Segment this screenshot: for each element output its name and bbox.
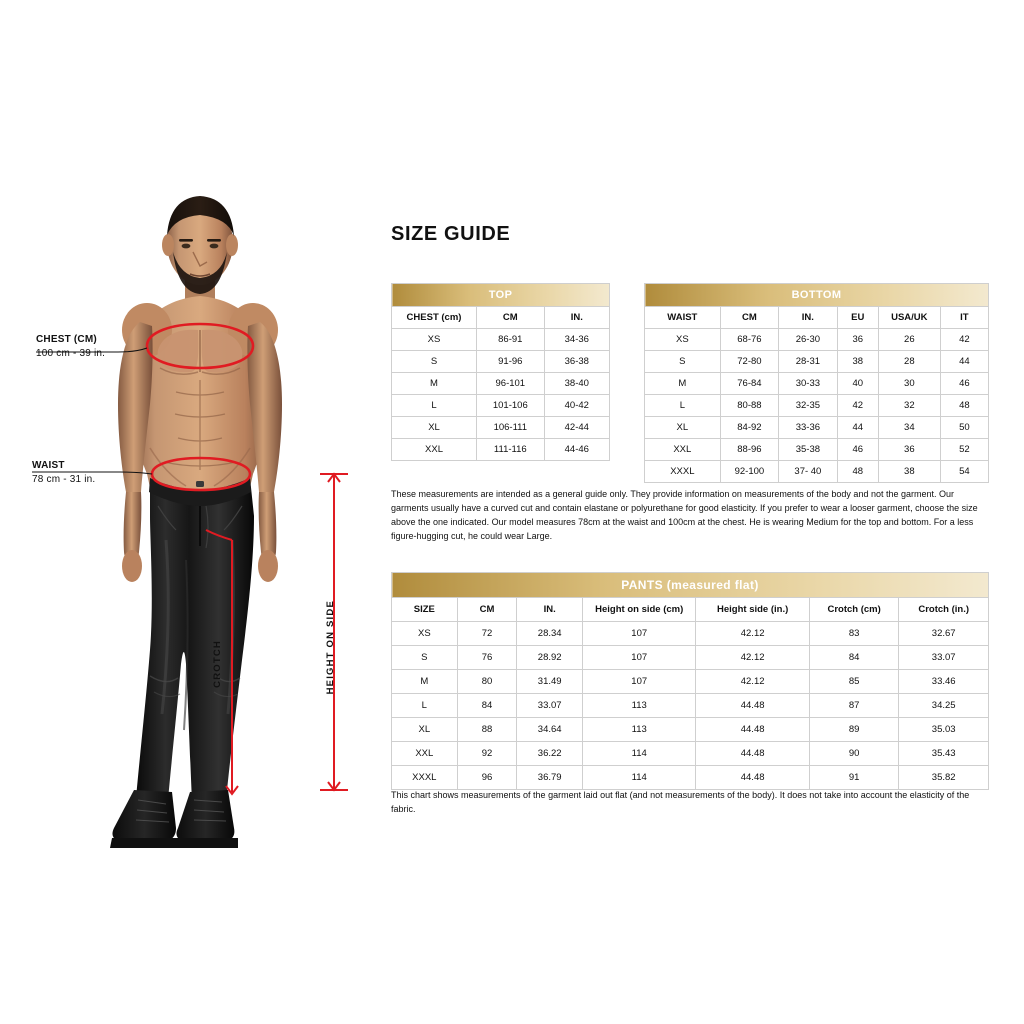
- table-row: [392, 742, 989, 766]
- crotch-measure-label: CROTCH: [212, 640, 223, 688]
- top-table-caption: TOP: [392, 284, 610, 307]
- table-row: [645, 395, 989, 417]
- cell: XXL: [645, 439, 721, 461]
- cell: XXL: [392, 439, 477, 461]
- model-illustration-panel: [0, 0, 380, 1024]
- cell: 35.03: [899, 718, 989, 742]
- bottom-table-caption: BOTTOM: [645, 284, 989, 307]
- cell: XXL: [392, 742, 458, 766]
- pants-flat-measurement-table: [391, 572, 989, 790]
- cell: 38-40: [544, 373, 609, 395]
- table-caption-row: [392, 573, 989, 598]
- cell: 84: [809, 646, 899, 670]
- cell: 80-88: [720, 395, 778, 417]
- table-row: [392, 718, 989, 742]
- cell: XL: [392, 718, 458, 742]
- cell: 32-35: [779, 395, 837, 417]
- cell: 40: [837, 373, 878, 395]
- table-row: [392, 417, 610, 439]
- cell: 107: [583, 670, 696, 694]
- cell: S: [645, 351, 721, 373]
- table-row: [392, 622, 989, 646]
- cell: 111-116: [477, 439, 545, 461]
- table-row: [392, 694, 989, 718]
- cell: 84-92: [720, 417, 778, 439]
- cell: XS: [392, 622, 458, 646]
- chest-annotation-value: 100 cm - 39 in.: [36, 347, 106, 359]
- cell: 33.07: [899, 646, 989, 670]
- cell: 106-111: [477, 417, 545, 439]
- cell: XXXL: [392, 766, 458, 790]
- cell: 35-38: [779, 439, 837, 461]
- cell: 36.79: [517, 766, 583, 790]
- column-header: SIZE: [392, 598, 458, 622]
- column-header: Crotch (cm): [809, 598, 899, 622]
- table-row: [392, 766, 989, 790]
- cell: 44.48: [696, 694, 809, 718]
- cell: 54: [940, 461, 988, 483]
- cell: 91: [809, 766, 899, 790]
- cell: L: [645, 395, 721, 417]
- male-model-figure: [0, 0, 380, 1024]
- waist-annotation-value: 78 cm - 31 in.: [32, 473, 96, 485]
- table-header-row: [392, 598, 989, 622]
- cell: 46: [837, 439, 878, 461]
- table-row: [392, 439, 610, 461]
- table-row: [645, 329, 989, 351]
- table-row: [645, 373, 989, 395]
- cell: 38: [837, 351, 878, 373]
- column-header: Crotch (in.): [899, 598, 989, 622]
- cell: 31.49: [517, 670, 583, 694]
- cell: 42.12: [696, 670, 809, 694]
- cell: M: [392, 373, 477, 395]
- pants-table-caption: PANTS (measured flat): [392, 573, 989, 598]
- cell: 40-42: [544, 395, 609, 417]
- cell: 42.12: [696, 646, 809, 670]
- cell: 48: [837, 461, 878, 483]
- cell: 34: [878, 417, 940, 439]
- cell: 44.48: [696, 742, 809, 766]
- cell: 76: [457, 646, 517, 670]
- cell: 36.22: [517, 742, 583, 766]
- cell: 83: [809, 622, 899, 646]
- cell: L: [392, 694, 458, 718]
- cell: 28.34: [517, 622, 583, 646]
- cell: 50: [940, 417, 988, 439]
- cell: 30: [878, 373, 940, 395]
- column-header: IT: [940, 307, 988, 329]
- cell: 48: [940, 395, 988, 417]
- cell: 30-33: [779, 373, 837, 395]
- cell: 38: [878, 461, 940, 483]
- table-header-row: [392, 307, 610, 329]
- column-header: Height side (in.): [696, 598, 809, 622]
- bottom-size-table: [644, 283, 989, 483]
- flat-measurement-note: This chart shows measurements of the garment laid out flat (and not measurements of the body). It does not take into account the elasticity of the fabric.: [391, 790, 970, 814]
- cell: L: [392, 395, 477, 417]
- cell: 72: [457, 622, 517, 646]
- column-header: USA/UK: [878, 307, 940, 329]
- cell: 84: [457, 694, 517, 718]
- cell: 46: [940, 373, 988, 395]
- column-header: Height on side (cm): [583, 598, 696, 622]
- cell: 42.12: [696, 622, 809, 646]
- cell: XXXL: [645, 461, 721, 483]
- cell: 28-31: [779, 351, 837, 373]
- cell: 36-38: [544, 351, 609, 373]
- cell: 92: [457, 742, 517, 766]
- cell: XL: [392, 417, 477, 439]
- table-row: [645, 439, 989, 461]
- waist-annotation: [32, 459, 95, 486]
- table-row: [392, 670, 989, 694]
- cell: 28.92: [517, 646, 583, 670]
- cell: 37- 40: [779, 461, 837, 483]
- cell: 86-91: [477, 329, 545, 351]
- cell: 35.43: [899, 742, 989, 766]
- cell: M: [645, 373, 721, 395]
- column-header: IN.: [779, 307, 837, 329]
- column-header: IN.: [517, 598, 583, 622]
- cell: 87: [809, 694, 899, 718]
- table-row: [392, 351, 610, 373]
- column-header: IN.: [544, 307, 609, 329]
- table-row: [392, 329, 610, 351]
- table-row: [645, 351, 989, 373]
- table-row: [392, 373, 610, 395]
- cell: 96: [457, 766, 517, 790]
- cell: XS: [645, 329, 721, 351]
- cell: M: [392, 670, 458, 694]
- cell: 34.64: [517, 718, 583, 742]
- waist-annotation-title: WAIST: [32, 460, 65, 471]
- cell: 113: [583, 718, 696, 742]
- table-row: [645, 417, 989, 439]
- cell: 107: [583, 622, 696, 646]
- chest-annotation-title: CHEST (CM): [36, 334, 97, 345]
- cell: 92-100: [720, 461, 778, 483]
- cell: 34-36: [544, 329, 609, 351]
- cell: 33.07: [517, 694, 583, 718]
- cell: 85: [809, 670, 899, 694]
- cell: S: [392, 646, 458, 670]
- cell: S: [392, 351, 477, 373]
- column-header: CM: [457, 598, 517, 622]
- cell: 44-46: [544, 439, 609, 461]
- column-header: CHEST (cm): [392, 307, 477, 329]
- cell: 90: [809, 742, 899, 766]
- cell: 113: [583, 694, 696, 718]
- cell: 114: [583, 766, 696, 790]
- table-row: [392, 646, 989, 670]
- cell: XS: [392, 329, 477, 351]
- cell: 114: [583, 742, 696, 766]
- cell: 42-44: [544, 417, 609, 439]
- cell: 26-30: [779, 329, 837, 351]
- cell: 91-96: [477, 351, 545, 373]
- cell: 36: [837, 329, 878, 351]
- table-caption-row: [392, 284, 610, 307]
- chest-annotation: [36, 333, 105, 360]
- table-header-row: [645, 307, 989, 329]
- table-caption-row: [645, 284, 989, 307]
- column-header: CM: [477, 307, 545, 329]
- cell: 44: [837, 417, 878, 439]
- cell: 107: [583, 646, 696, 670]
- cell: 89: [809, 718, 899, 742]
- cell: XL: [645, 417, 721, 439]
- cell: 88: [457, 718, 517, 742]
- cell: 36: [878, 439, 940, 461]
- cell: 34.25: [899, 694, 989, 718]
- cell: 35.82: [899, 766, 989, 790]
- cell: 32.67: [899, 622, 989, 646]
- table-row: [645, 461, 989, 483]
- column-header: CM: [720, 307, 778, 329]
- cell: 68-76: [720, 329, 778, 351]
- cell: 44: [940, 351, 988, 373]
- cell: 32: [878, 395, 940, 417]
- page-title: SIZE GUIDE: [391, 223, 511, 245]
- column-header: EU: [837, 307, 878, 329]
- cell: 26: [878, 329, 940, 351]
- cell: 33.46: [899, 670, 989, 694]
- column-header: WAIST: [645, 307, 721, 329]
- cell: 72-80: [720, 351, 778, 373]
- cell: 44.48: [696, 718, 809, 742]
- cell: 52: [940, 439, 988, 461]
- top-size-table: [391, 283, 610, 461]
- cell: 80: [457, 670, 517, 694]
- cell: 88-96: [720, 439, 778, 461]
- cell: 42: [837, 395, 878, 417]
- table-row: [392, 395, 610, 417]
- general-measurement-note: These measurements are intended as a general guide only. They provide information on measurements of the body and not the garment. Our garments usually have a curved cut and contain elastane or polyurethane for good elasticity. If you prefer to wear a looser garment, choose the size above the one indicated. Our model measures 78cm at the waist and 100cm at the chest. He is wearing Medium for the top and bottom. For a less figure-hugging cut, he could wear Large.: [391, 489, 978, 541]
- cell: 101-106: [477, 395, 545, 417]
- cell: 76-84: [720, 373, 778, 395]
- cell: 42: [940, 329, 988, 351]
- height-on-side-measure-label: HEIGHT ON SIDE: [325, 600, 336, 695]
- cell: 44.48: [696, 766, 809, 790]
- cell: 28: [878, 351, 940, 373]
- cell: 33-36: [779, 417, 837, 439]
- cell: 96-101: [477, 373, 545, 395]
- size-guide-content: [390, 0, 1010, 1024]
